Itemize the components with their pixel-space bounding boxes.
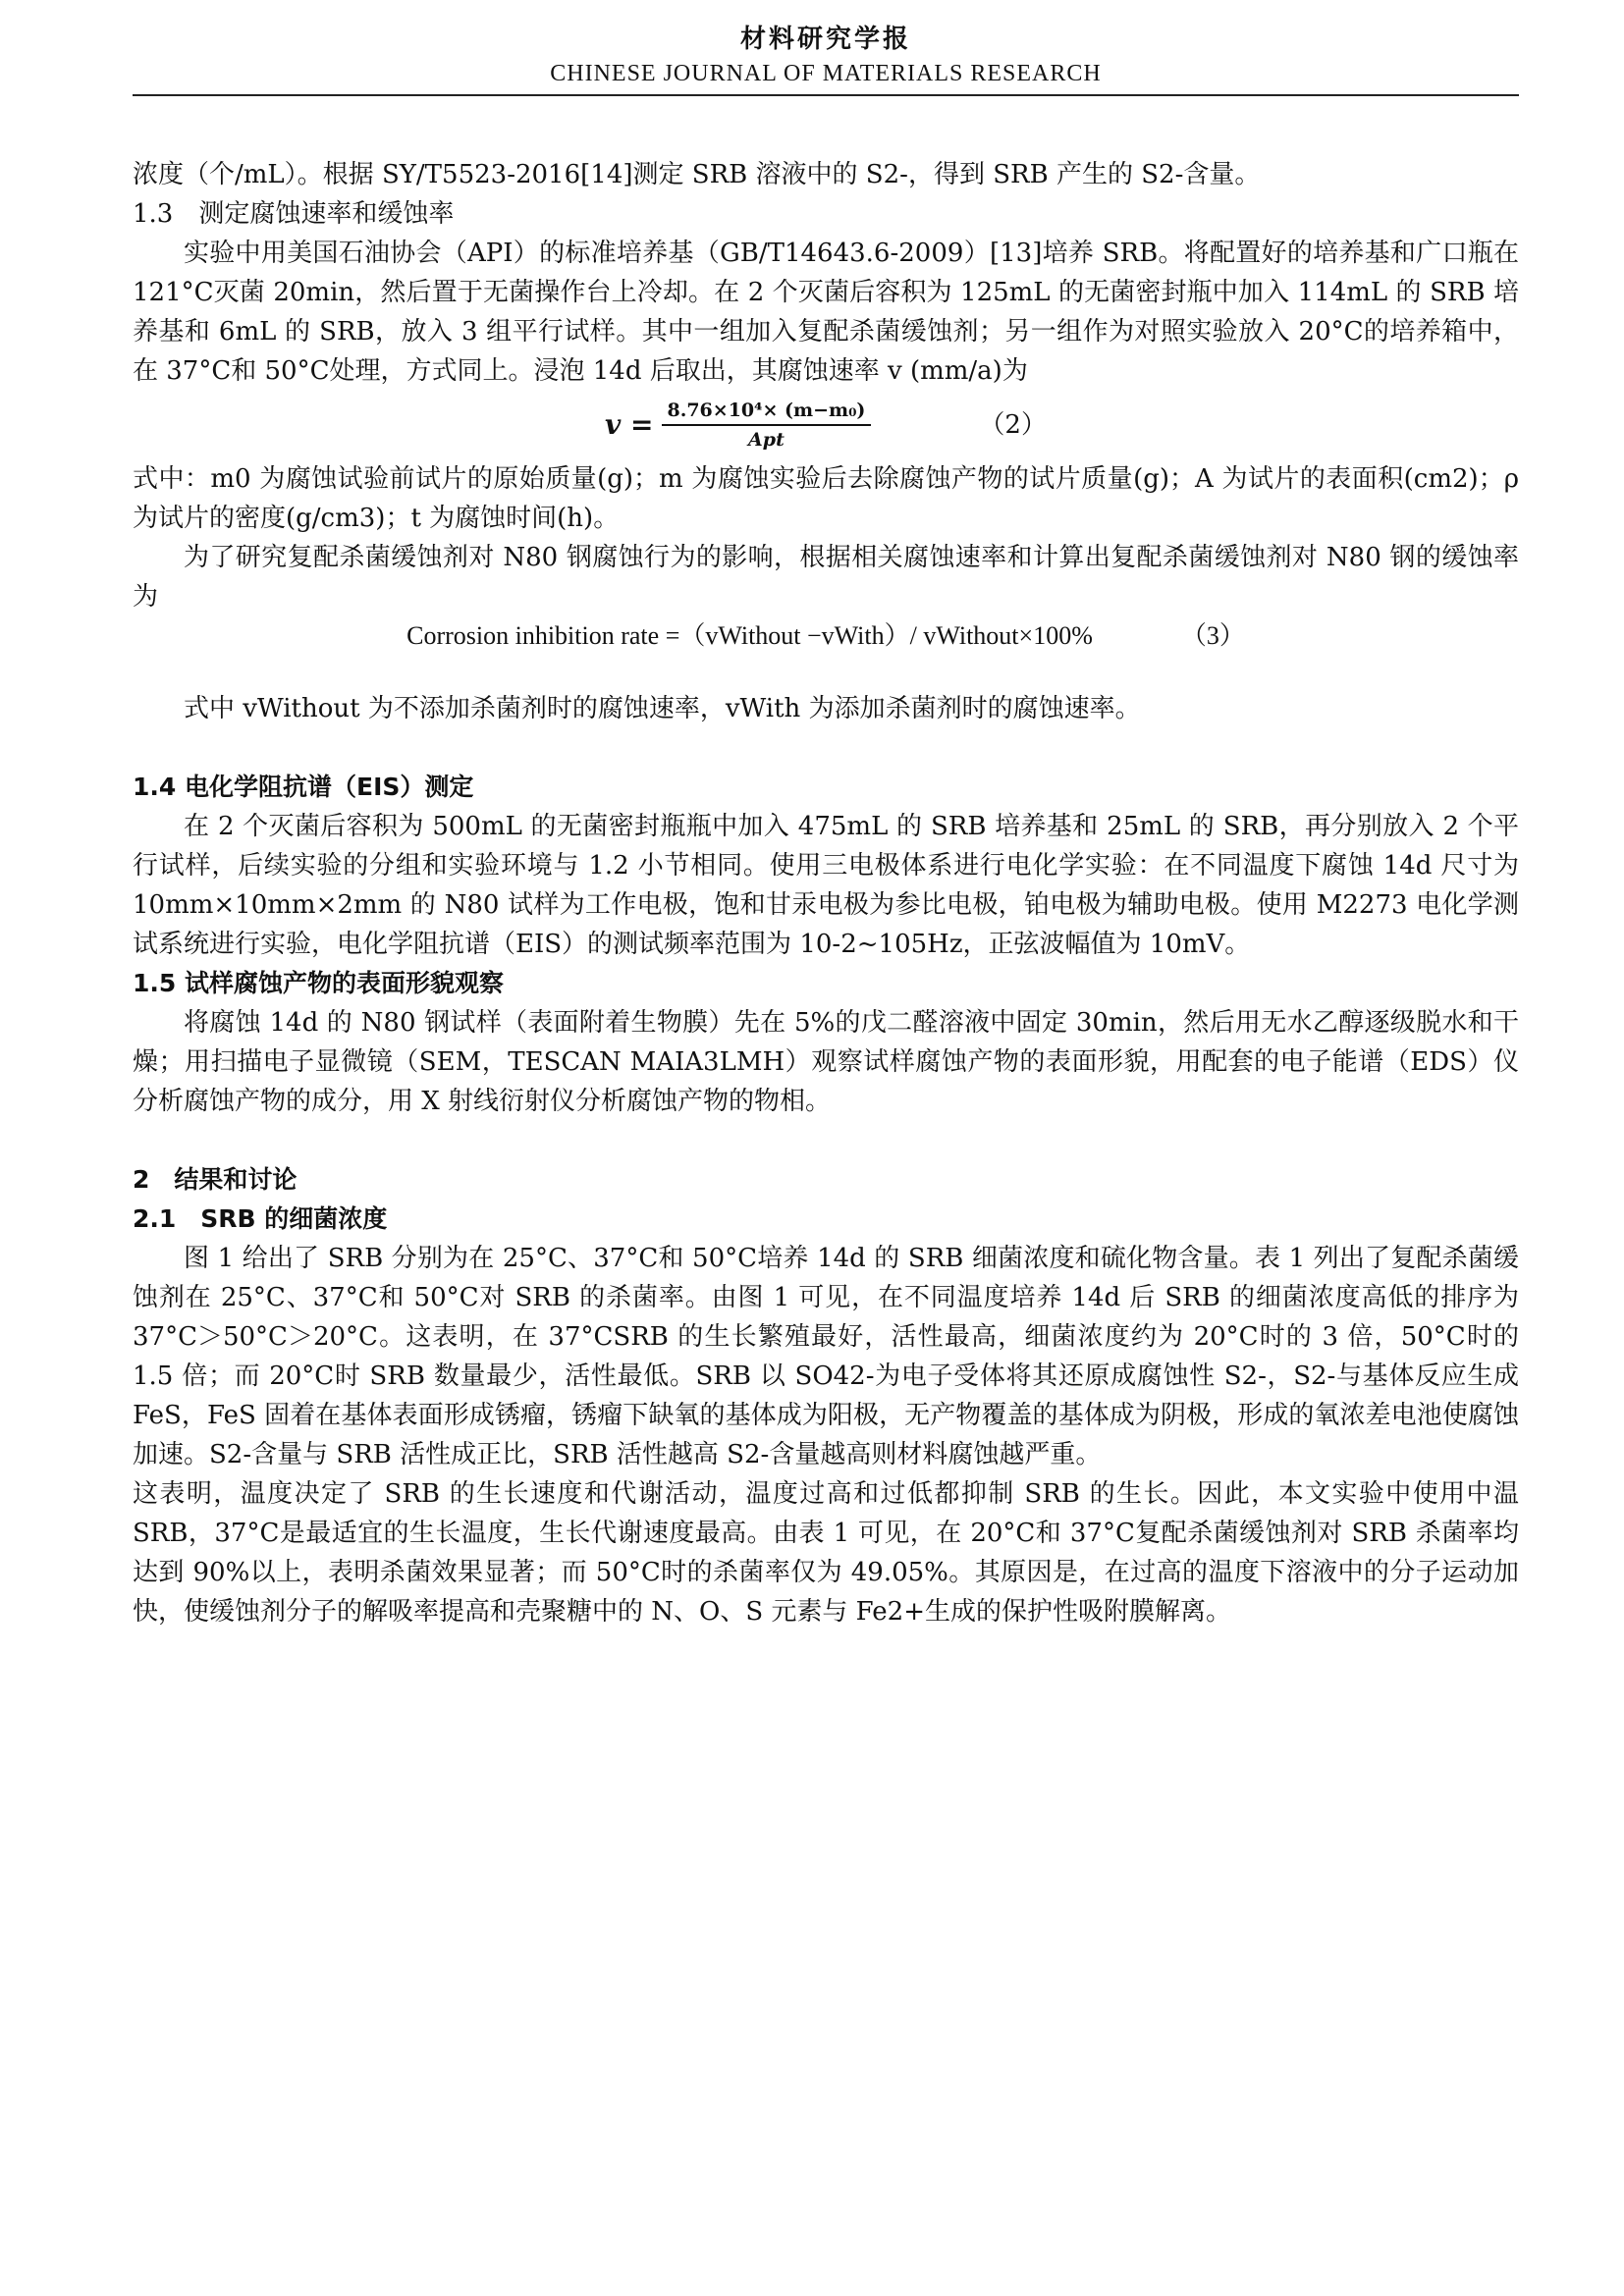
paragraph-2-1-a: 图 1 给出了 SRB 分别为在 25°C、37°C和 50°C培养 14d 的 SRB 细菌浓度和硫化物含量。表 1 列出了复配杀菌缓蚀剂在 25°C、37°C和 50°C对 SRB 的杀菌率。由图 1 可见，在不同温度培养 14d 后 SRB 的细菌浓度高低的排序为 37°C＞50°C＞20°C。这表明，在 37°CSRB 的生长繁殖最好，活性最高，细菌浓度约为 20°C时的 3 倍，50°C时的 1.5 倍；而 20°C时 SRB 数量最少，活性最低。SRB 以 SO42-为电子受体将其还原成腐蚀性 S2-，S2-与基体反应生成 FeS，FeS 固着在基体表面形成锈瘤，锈瘤下缺氧的基体成为阳极，无产物覆盖的基体成为阴极，形成的氧浓差电池使腐蚀加速。S2-含量与 SRB 活性成正比，SRB 活性越高 S2-含量越高则材料腐蚀越严重。 <box>133 1244 1519 1469</box>
running-header <box>133 22 1519 90</box>
paragraph-1-3-a: 实验中用美国石油协会（API）的标准培养基（GB/T14643.6-2009）[13]培养 SRB。将配置好的培养基和广口瓶在 121°C灭菌 20min，然后置于无菌操作台上冷却。在 2 个灭菌后容积为 125mL 的无菌密封瓶中加入 114mL 的 SRB 培养基和 6mL 的 SRB，放入 3 组平行试样。其中一组加入复配杀菌缓蚀剂；另一组作为对照实验放入 20°C的培养箱中，在 37°C和 50°C处理，方式同上。浸泡 14d 后取出，其腐蚀速率 v (mm/a)为 <box>133 239 1519 386</box>
paragraph-1-3-b: 式中：m0 为腐蚀试验前试片的原始质量(g)；m 为腐蚀实验后去除腐蚀产物的试片质量(g)；A 为试片的表面积(cm2)；ρ为试片的密度(g/cm3)；t 为腐蚀时间(h)。 <box>133 464 1519 533</box>
article-body <box>133 155 1519 1631</box>
section-heading-2-1: 2.1 SRB 的细菌浓度 <box>133 1204 388 1233</box>
equation-2-numerator: 8.76×10⁴× (m−m₀) <box>662 399 872 426</box>
journal-title-en: CHINESE JOURNAL OF MATERIALS RESEARCH <box>550 61 1102 86</box>
journal-title-cn: 材料研究学报 <box>739 25 911 54</box>
paragraph-1-3-c: 为了研究复配杀菌缓蚀剂对 N80 钢腐蚀行为的影响，根据相关腐蚀速率和计算出复配杀菌缓蚀剂对 N80 钢的缓蚀率为 <box>133 543 1519 612</box>
equation-2-denominator: Apt <box>748 429 785 451</box>
equation-2-fraction <box>662 399 872 452</box>
paragraph-1-3-d: 式中 vWithout 为不添加杀菌剂时的腐蚀速率，vWith 为添加杀菌剂时的腐蚀速率。 <box>184 694 1141 723</box>
section-heading-1-3: 1.3 测定腐蚀速率和缓蚀率 <box>133 199 455 229</box>
equation-2 <box>133 391 1519 459</box>
equation-3-number: （3） <box>1180 621 1245 650</box>
paragraph-intro: 浓度（个/mL）。根据 SY/T5523-2016[14]测定 SRB 溶液中的 S2-，得到 SRB 产生的 S2-含量。 <box>133 160 1261 189</box>
header-rule <box>133 94 1519 96</box>
equation-2-lhs: v = <box>605 408 654 441</box>
paragraph-1-4: 在 2 个灭菌后容积为 500mL 的无菌密封瓶瓶中加入 475mL 的 SRB 培养基和 25mL 的 SRB，再分别放入 2 个平行试样，后续实验的分组和实验环境与 1.2 小节相同。使用三电极体系进行电化学实验：在不同温度下腐蚀 14d 尺寸为 10mm×10mm×2mm 的 N80 试样为工作电极，饱和甘汞电极为参比电极，铂电极为辅助电极。使用 M2273 电化学测试系统进行实验，电化学阻抗谱（EIS）的测试频率范围为 10-2~105Hz，正弦波幅值为 10mV。 <box>133 812 1520 959</box>
section-heading-1-5: 1.5 试样腐蚀产物的表面形貌观察 <box>133 969 504 997</box>
section-heading-2: 2 结果和讨论 <box>133 1165 298 1194</box>
paragraph-2-1-b: 这表明，温度决定了 SRB 的生长速度和代谢活动，温度过高和过低都抑制 SRB 的生长。因此，本文实验中使用中温 SRB，37°C是最适宜的生长温度，生长代谢速度最高。由表 1 可见，在 20°C和 37°C复配杀菌缓蚀剂对 SRB 杀菌率均达到 90%以上，表明杀菌效果显著；而 50°C时的杀菌率仅为 49.05%。其原因是，在过高的温度下溶液中的分子运动加快，使缓蚀剂分子的解吸率提高和壳聚糖中的 N、O、S 元素与 Fe2+生成的保护性吸附膜解离。 <box>133 1479 1519 1627</box>
paragraph-1-5: 将腐蚀 14d 的 N80 钢试样（表面附着生物膜）先在 5%的戊二醛溶液中固定 30min，然后用无水乙醇逐级脱水和干燥；用扫描电子显微镜（SEM，TESCAN MAIA3LMH）观察试样腐蚀产物的表面形貌，用配套的电子能谱（EDS）仪分析腐蚀产物的成分，用 X 射线衍射仪分析腐蚀产物的物相。 <box>133 1008 1519 1116</box>
equation-3 <box>133 616 1519 660</box>
equation-2-number: （2） <box>979 410 1047 440</box>
section-heading-1-4: 1.4 电化学阻抗谱（EIS）测定 <box>133 773 474 801</box>
equation-3-body: Corrosion inhibition rate =（vWithout −vWith）/ vWithout×100% <box>406 621 1093 650</box>
